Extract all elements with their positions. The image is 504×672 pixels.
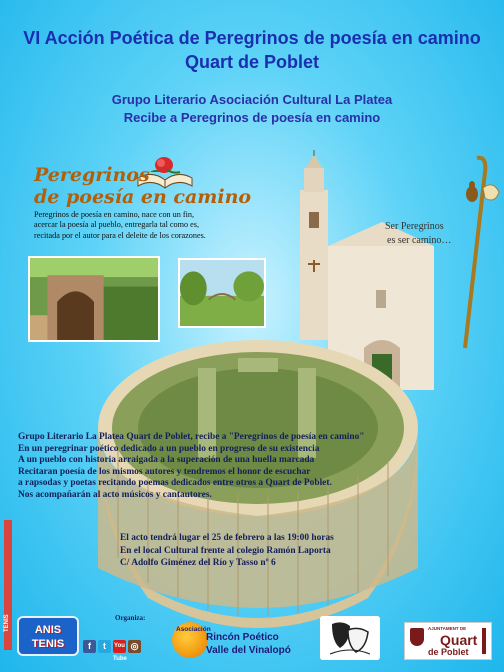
- poster-title-line2: Quart de Poblet: [184, 52, 319, 72]
- poster-subtitle-line1: Grupo Literario Asociación Cultural La Platea: [111, 92, 393, 107]
- announcement-line: Grupo Literario La Platea Quart de Poblet, recibe a "Peregrinos de poesía en camino": [18, 432, 365, 442]
- rincon-poetico-name-line1: Rincón Poético: [206, 632, 279, 643]
- event-address-line: C/ Adolfo Giménez del Río y Tasso nº 6: [120, 558, 276, 568]
- logo-text-line2: de poesía en camino: [34, 186, 252, 208]
- poster-title-line1: VI Acción Poética de Peregrinos de poesía en camino: [23, 28, 481, 48]
- event-venue-line: En el local Cultural frente al colegio Ramón Laporta: [120, 545, 331, 556]
- rincon-poetico-name-line2: Valle del Vinalopó: [206, 645, 291, 656]
- facebook-icon[interactable]: f: [83, 640, 96, 653]
- ajuntament-crest-icon: [410, 628, 424, 646]
- ajuntament-label: AJUNTAMENT DE: [428, 626, 467, 631]
- event-date-line: El acto tendrá lugar el 25 de febrero a las 19:00 horas: [120, 533, 334, 543]
- intro-line: acercar la poesía al pueblo, entregarla tal como es,: [34, 220, 200, 230]
- anis-tenis-logo: [17, 616, 79, 656]
- logo-text-line1: Peregrinos: [34, 164, 150, 186]
- theater-masks-logo: [320, 616, 380, 660]
- poster-subtitle-line2: Recibe a Peregrinos de poesía en camino: [123, 110, 381, 125]
- anis-logo-line2: TENIS: [31, 638, 65, 650]
- announcement-line: a rapsodas y poetas recitando poemas dedicados entre otros a Quart de Poblet.: [18, 478, 332, 488]
- tenis-vertical-label: TENIS: [4, 614, 10, 632]
- intro-line: Peregrinos de poesía en camino, nace con un fin,: [34, 210, 195, 219]
- ajuntament-name-suffix: de Poblet: [428, 647, 469, 657]
- ajuntament-name: Quart: [440, 632, 478, 648]
- instagram-icon[interactable]: ◎: [128, 640, 141, 653]
- caption-line2: es ser camino…: [387, 235, 452, 246]
- announcement-line: Recitaran poesía de los mismos autores y tendremos el honor de escuchar: [18, 466, 311, 477]
- announcement-line: A un pueblo con historia arraigada a la superación de una huella marcada: [18, 455, 315, 465]
- organizer-label: Organiza:: [115, 614, 146, 622]
- anis-logo-line1: ANIS: [34, 624, 62, 636]
- youtube-icon[interactable]: You Tube: [113, 640, 126, 653]
- intro-paragraph: [34, 210, 264, 241]
- caption-line1: Ser Peregrinos: [385, 221, 444, 232]
- pilgrim-staff-icon: [455, 152, 504, 352]
- asociacion-label: Asociación: [176, 626, 211, 633]
- event-details: [120, 532, 420, 570]
- announcement-paragraph: [18, 432, 488, 501]
- twitter-icon[interactable]: t: [98, 640, 111, 653]
- ajuntament-bar: [482, 628, 486, 654]
- announcement-line: Nos acompañarán al acto músicos y cantautores.: [18, 489, 212, 500]
- intro-line: recitada por el autor para el deleite de los corazones.: [34, 230, 206, 240]
- announcement-line: En un peregrinar poético dedicado a un pueblo en progreso de su existencia: [18, 443, 320, 454]
